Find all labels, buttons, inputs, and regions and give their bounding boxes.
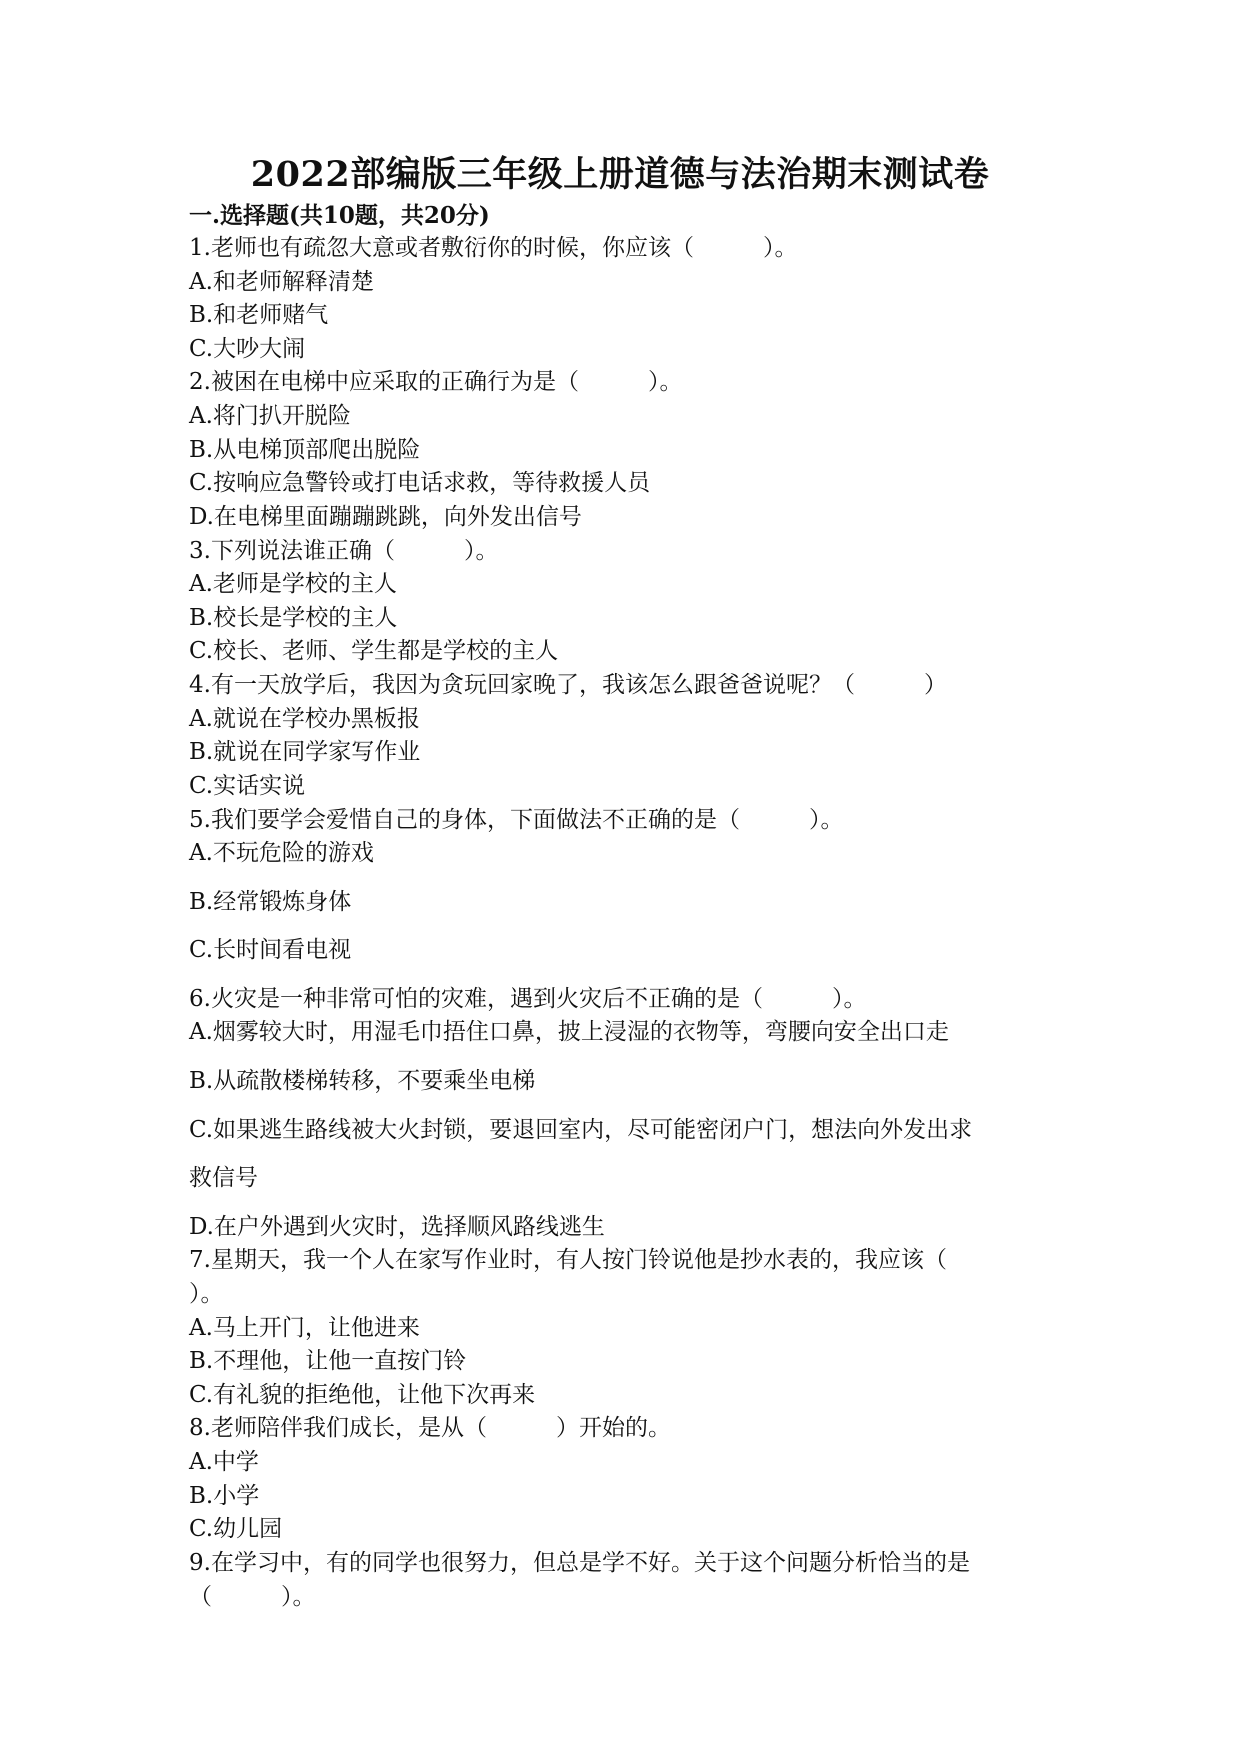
- section-heading: 一.选择题(共10题，共20分): [189, 202, 490, 229]
- question-stem: 3.下列说法谁正确（ ）。: [189, 538, 499, 564]
- answer-option: B.就说在同学家写作业: [189, 739, 421, 765]
- answer-option: B.和老师赌气: [189, 302, 329, 328]
- question-stem: 8.老师陪伴我们成长，是从（ ）开始的。: [189, 1415, 671, 1441]
- answer-option: A.就说在学校办黑板报: [189, 706, 420, 732]
- exam-title: 2022部编版三年级上册道德与法治期末测试卷: [250, 154, 990, 195]
- answer-option-continued: 救信号: [189, 1165, 258, 1191]
- question-stem: 2.被困在电梯中应采取的正确行为是（ ）。: [189, 369, 683, 395]
- answer-option: A.不玩危险的游戏: [189, 840, 374, 866]
- answer-option: B.不理他，让他一直按门铃: [189, 1348, 467, 1374]
- answer-option: A.老师是学校的主人: [189, 571, 397, 597]
- answer-option: A.和老师解释清楚: [189, 269, 374, 295]
- answer-option: C.实话实说: [189, 773, 306, 799]
- answer-option: C.幼儿园: [189, 1516, 283, 1542]
- answer-option: C.大吵大闹: [189, 336, 306, 362]
- question-stem: 1.老师也有疏忽大意或者敷衍你的时候，你应该（ ）。: [189, 235, 798, 261]
- answer-option: D.在电梯里面蹦蹦跳跳，向外发出信号: [189, 504, 582, 530]
- question-stem: 9.在学习中，有的同学也很努力，但总是学不好。关于这个问题分析恰当的是: [189, 1550, 970, 1576]
- question-stem: 4.有一天放学后，我因为贪玩回家晚了，我该怎么跟爸爸说呢？（ ）: [189, 672, 947, 698]
- answer-option: A.马上开门，让他进来: [189, 1315, 420, 1341]
- question-stem-continued: ）。: [189, 1281, 224, 1307]
- answer-option: A.中学: [189, 1449, 259, 1475]
- answer-option: B.从疏散楼梯转移，不要乘坐电梯: [189, 1068, 536, 1094]
- answer-option: C.有礼貌的拒绝他，让他下次再来: [189, 1382, 536, 1408]
- answer-option: C.校长、老师、学生都是学校的主人: [189, 638, 559, 664]
- answer-option: D.在户外遇到火灾时，选择顺风路线逃生: [189, 1214, 605, 1240]
- question-stem-continued: （ ）。: [189, 1584, 316, 1610]
- answer-option: B.经常锻炼身体: [189, 889, 352, 915]
- answer-option: B.从电梯顶部爬出脱险: [189, 437, 421, 463]
- answer-option: A.将门扒开脱险: [189, 403, 351, 429]
- question-stem: 6.火灾是一种非常可怕的灾难，遇到火灾后不正确的是（ ）。: [189, 986, 867, 1012]
- question-stem: 7.星期天，我一个人在家写作业时，有人按门铃说他是抄水表的，我应该（: [189, 1247, 947, 1273]
- answer-option: C.长时间看电视: [189, 937, 352, 963]
- answer-option: B.校长是学校的主人: [189, 605, 398, 631]
- answer-option: C.按响应急警铃或打电话求救，等待救援人员: [189, 470, 651, 496]
- answer-option: A.烟雾较大时，用湿毛巾捂住口鼻，披上浸湿的衣物等，弯腰向安全出口走: [189, 1019, 949, 1045]
- question-stem: 5.我们要学会爱惜自己的身体，下面做法不正确的是（ ）。: [189, 807, 844, 833]
- answer-option: C.如果逃生路线被大火封锁，要退回室内，尽可能密闭户门，想法向外发出求: [189, 1117, 973, 1143]
- answer-option: B.小学: [189, 1483, 260, 1509]
